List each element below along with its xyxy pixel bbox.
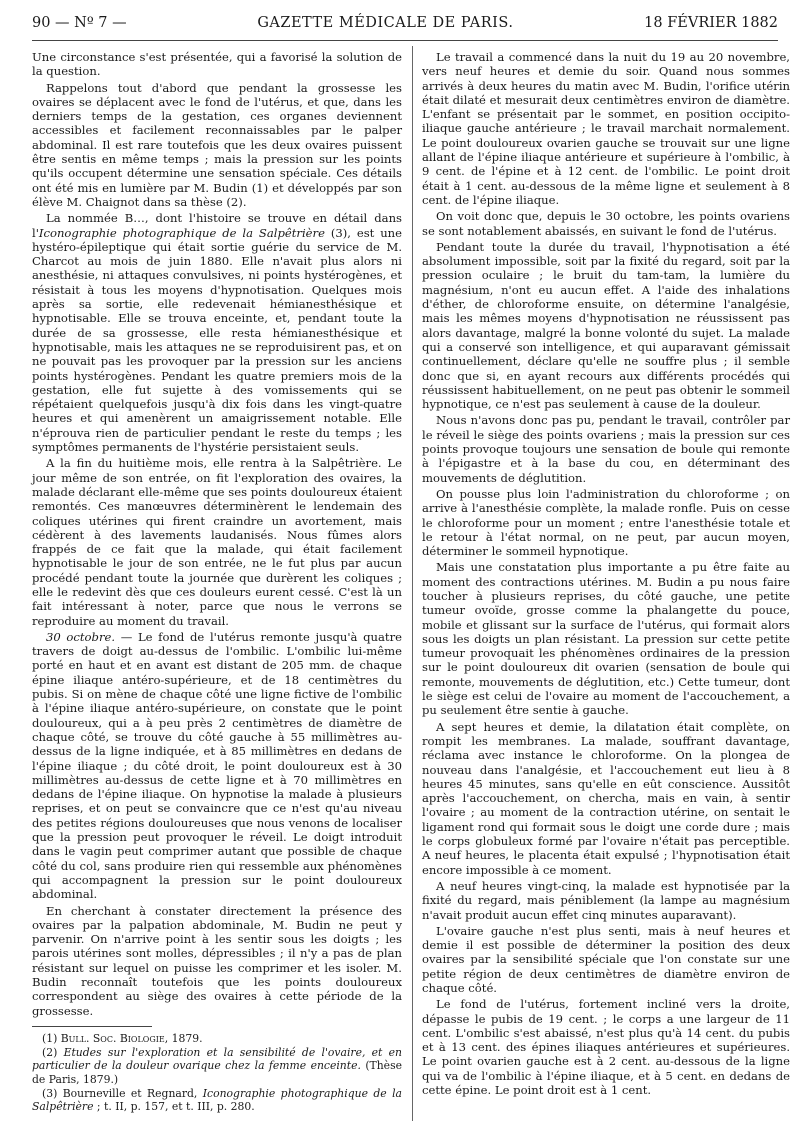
paragraph: En cherchant à constater directement la présence des ovaires par la palpation abdominale, M. Budin ne peut y parvenir. On n'arrive point à les sentir sous les doigts ; les parois utérines sont molles, dépressibles ; il n'y a pas de plan résistant sur lequel on puisse les comprimer et les isoler. M. Budin reconnaît toutefois que les points douloureux correspondent au siège des ovaires à cette période de la grossesse. [32, 903, 402, 1018]
paragraph: On pousse plus loin l'administration du chloroforme ; on arrive à l'anesthésie complète, la malade ronfle. Puis on cesse le chloroforme pour un moment ; entre l'anesthésie totale et le retour à l'état normal, on ne peut, par aucun moyen, déterminer le sommeil hypnotique. [422, 486, 790, 559]
journal-title: GAZETTE MÉDICALE DE PARIS. [257, 15, 514, 31]
paragraph: 30 octobre. — Le fond de l'utérus remonte jusqu'à quatre travers de doigt au-dessus de l'ombilic. L'ombilic lui-même porté en haut et en avant est distant de 205 mm. de chaque épine iliaque antéro-supérieure, et de 18 centimètres du pubis. Si on mène de chaque côté une ligne fictive de l'ombilic à l'épine iliaque antéro-supérieure, on constate que le point douloureux, qui a à peu près 2 centimètres de diamètre de chaque côté, se trouve du côté gauche à 55 millimètres au-dessus de la ligne indiquée, et à 85 millimètres en dedans de l'épine iliaque ; du côté droit, le point douloureux est à 30 millimètres au-dessus de cette ligne et à 70 millimètres en dedans de l'épine iliaque. On hypnotise la malade à plusieurs reprises, et on peut se convaincre que ce n'est qu'au niveau des petites régions douloureuses que nous venons de localiser que la pression peut provoquer le réveil. Le doigt introduit dans le vagin peut comprimer autant que possible de chaque côté du col, sans produire rien qui ressemble aux phénomènes qui accompagnent la pression sur le point douloureux abdominal. [32, 629, 402, 902]
right-column [422, 50, 790, 1120]
page-number: 90 — Nº 7 — [32, 15, 127, 31]
column-divider [412, 46, 413, 1121]
paragraph: Une circonstance s'est présentée, qui a favorisé la solution de la question. [32, 50, 402, 79]
page-header [32, 15, 778, 37]
footnotes [32, 1032, 402, 1113]
footnote-2: (2) Etudes sur l'exploration et la sensibilité de l'ovaire, et en particulier de la douleur ovarique chez la femme enceinte. (Thèse de Paris, 1879.) [32, 1046, 403, 1086]
footnote-3: (3) Bourneville et Regnard, Iconographie photographique de la Salpêtrière ; t. II, p. 157, et t. III, p. 280. [32, 1086, 402, 1113]
left-column [32, 50, 402, 1120]
paragraph: On voit donc que, depuis le 30 octobre, les points ovariens se sont notablement abaissés, en suivant le fond de l'utérus. [422, 209, 790, 238]
footnote-1: (1) Bull. Soc. Biologie, 1879. [42, 1031, 203, 1045]
paragraph: Le fond de l'utérus, fortement incliné vers la droite, dépasse le pubis de 19 cent. ; le corps a une largeur de 11 cent. L'ombilic s'est abaissé, n'est plus qu'à 14 cent. du pubis et à 13 cent. des épines iliaques antérieures et supérieures. Le point ovarien gauche est à 2 cent. au-dessous de la ligne qui va de l'ombilic à l'épine iliaque, et à 5 cent. en dedans de cette épine. Le point droit est à 1 cent. [422, 997, 790, 1098]
paragraph: Nous n'avons donc pas pu, pendant le travail, contrôler par le réveil le siège des points ovariens ; mais la pression sur ces points provoque toujours une sensation de boule qui remonte à l'épigastre et à la base du cou, en déterminant des mouvements de déglutition. [422, 413, 790, 485]
footnote-rule [32, 1026, 152, 1027]
paragraph: A neuf heures vingt-cinq, la malade est hypnotisée par la fixité du regard, mais péniblement (la lampe au magnésium n'avait produit aucun effet cinq minutes auparavant). [422, 878, 790, 922]
book-title: Iconographie photographique de la Salpêtrière [38, 225, 325, 240]
header-rule [32, 40, 778, 41]
paragraph: Le travail a commencé dans la nuit du 19 au 20 novembre, vers neuf heures et demie du soir. Quand nous sommes arrivés à deux heures du matin avec M. Budin, l'orifice utérin était dilaté et mesurait deux centimètres environ de diamètre. L'enfant se présentait par le sommet, en position occipito-iliaque gauche antérieure ; le travail marchait normalement. Le point douloureux ovarien gauche se trouvait sur une ligne allant de l'épine iliaque antérieure et supérieure à l'ombilic, à 9 cent. de l'épine et à 12 cent. de l'ombilic. Le point droit était à 1 cent. au-dessous de la même ligne et seulement à 8 cent. de l'épine iliaque. [422, 50, 790, 207]
paragraph: La nommée B…, dont l'histoire se trouve en détail dans l'Iconographie photographique de la Salpêtrière (3), est une hystéro-épileptique qui était sortie guérie du service de M. Charcot au mois de juin 1880. Elle n'avait plus alors ni anesthésie, ni attaques convulsives, ni points hystérogènes, et résistait à tous les moyens d'hypnotisation. Quelques mois après sa sortie, elle redevenait hémianesthésique et hypnotisable. Elle se trouva enceinte, et, pendant toute la durée de sa grossesse, elle resta hémianesthésique et hypnotisable, mais les attaques ne se reproduisirent pas, et on ne pouvait pas les provoquer par la pression sur les anciens points hystérogènes. Pendant les quatre premiers mois de la gestation, elle fut sujette à des vomissements qui se répétaient quelquefois jusqu'à dix fois dans les vingt-quatre heures et qui amenèrent un amaigrissement notable. Elle n'éprouva rien de particulier pendant le reste du temps ; les symptômes permanents de l'hystérie persistaient seuls. [32, 211, 402, 455]
paragraph: Pendant toute la durée du travail, l'hypnotisation a été absolument impossible, soit par la fixité du regard, soit par la pression oculaire ; le bruit du tam-tam, la lumière du magnésium, n'ont eu aucun effet. A l'aide des inhalations d'éther, de chloroforme ensuite, on détermine l'analgésie, mais les mêmes moyens d'hypnotisation ne réussissent pas alors davantage, malgré la bonne volonté du sujet. La malade qui a conservé son intelligence, et qui auparavant gémissait continuellement, déclare qu'elle ne souffre plus ; il semble donc que si, en ayant recours aux différents procédés qui réussissent habituellement, on ne peut pas obtenir le sommeil hypnotique, ce n'est pas seulement à cause de la douleur. [422, 239, 790, 412]
paragraph: L'ovaire gauche n'est plus senti, mais à neuf heures et demie il est possible de déterminer la position des deux ovaires par la sensibilité spéciale que l'on constate sur une petite région de deux centimètres de diamètre environ de chaque côté. [422, 923, 790, 995]
paragraph: Mais une constatation plus importante a pu être faite au moment des contractions utérines. M. Budin a pu nous faire toucher à plusieurs reprises, du côté gauche, une petite tumeur ovoïde, grosse comme la phalangette du pouce, mobile et glissant sur la surface de l'utérus, qui formait alors sous les doigts un plan résistant. La pression sur cette petite tumeur provoquait les phénomènes ordinaires de la pression sur le point douloureux dit ovarien (sensation de boule qui remonte, mouvements de déglutition, etc.) Cette tumeur, dont le siège est celui de l'ovaire au moment de l'accouchement, a pu seulement être sentie à gauche. [422, 560, 790, 718]
paragraph: A sept heures et demie, la dilatation était complète, on rompit les membranes. La malade, souffrant davantage, réclama avec instance le chloroforme. On la plongea de nouveau dans l'analgésie, et l'accouchement eut lieu à 8 heures 45 minutes, sans qu'elle en eût conscience. Aussitôt après l'accouchement, on chercha, mais en vain, à sentir l'ovaire ; au moment de la contraction utérine, on sentait le ligament rond qui formait sous le doigt une corde dure ; mais le corps globuleux formé par l'ovaire n'était pas perceptible. A neuf heures, le placenta était expulsé ; l'hypnotisation était encore impossible à ce moment. [422, 719, 790, 877]
paragraph: Rappelons tout d'abord que pendant la grossesse les ovaires se déplacent avec le fond de l'utérus, et que, dans les derniers temps de la gestation, ces organes deviennent accessibles et facilement reconnaissables par le palper abdominal. Il est rare toutefois que les deux ovaires puissent être sentis en même temps ; mais la pression sur les points qu'ils occupent détermine une sensation spéciale. Ces détails ont été mis en lumière par M. Budin (1) et développés par son élève M. Chaignot dans sa thèse (2). [32, 80, 402, 209]
date-heading: 30 octobre. [46, 629, 116, 644]
paragraph: A la fin du huitième mois, elle rentra à la Salpêtrière. Le jour même de son entrée, on fit l'exploration des ovaires, la malade déclarant elle-même que ses points douloureux étaient remontés. Ces manœuvres déterminèrent le lendemain des coliques utérines qui firent craindre un avortement, mais cédèrent à des lavements laudanisés. Nous fûmes alors frappés de ce fait que la malade, qui était facilement hypnotisable le jour de son entrée, ne le fut plus par aucun procédé pendant toute la journée que durèrent les coliques ; elle le redevint dès que ces douleurs eurent cessé. C'est là un fait intéressant à noter, parce que nous le verrons se reproduire au moment du travail. [32, 456, 402, 628]
issue-date: 18 FÉVRIER 1882 [644, 15, 778, 31]
